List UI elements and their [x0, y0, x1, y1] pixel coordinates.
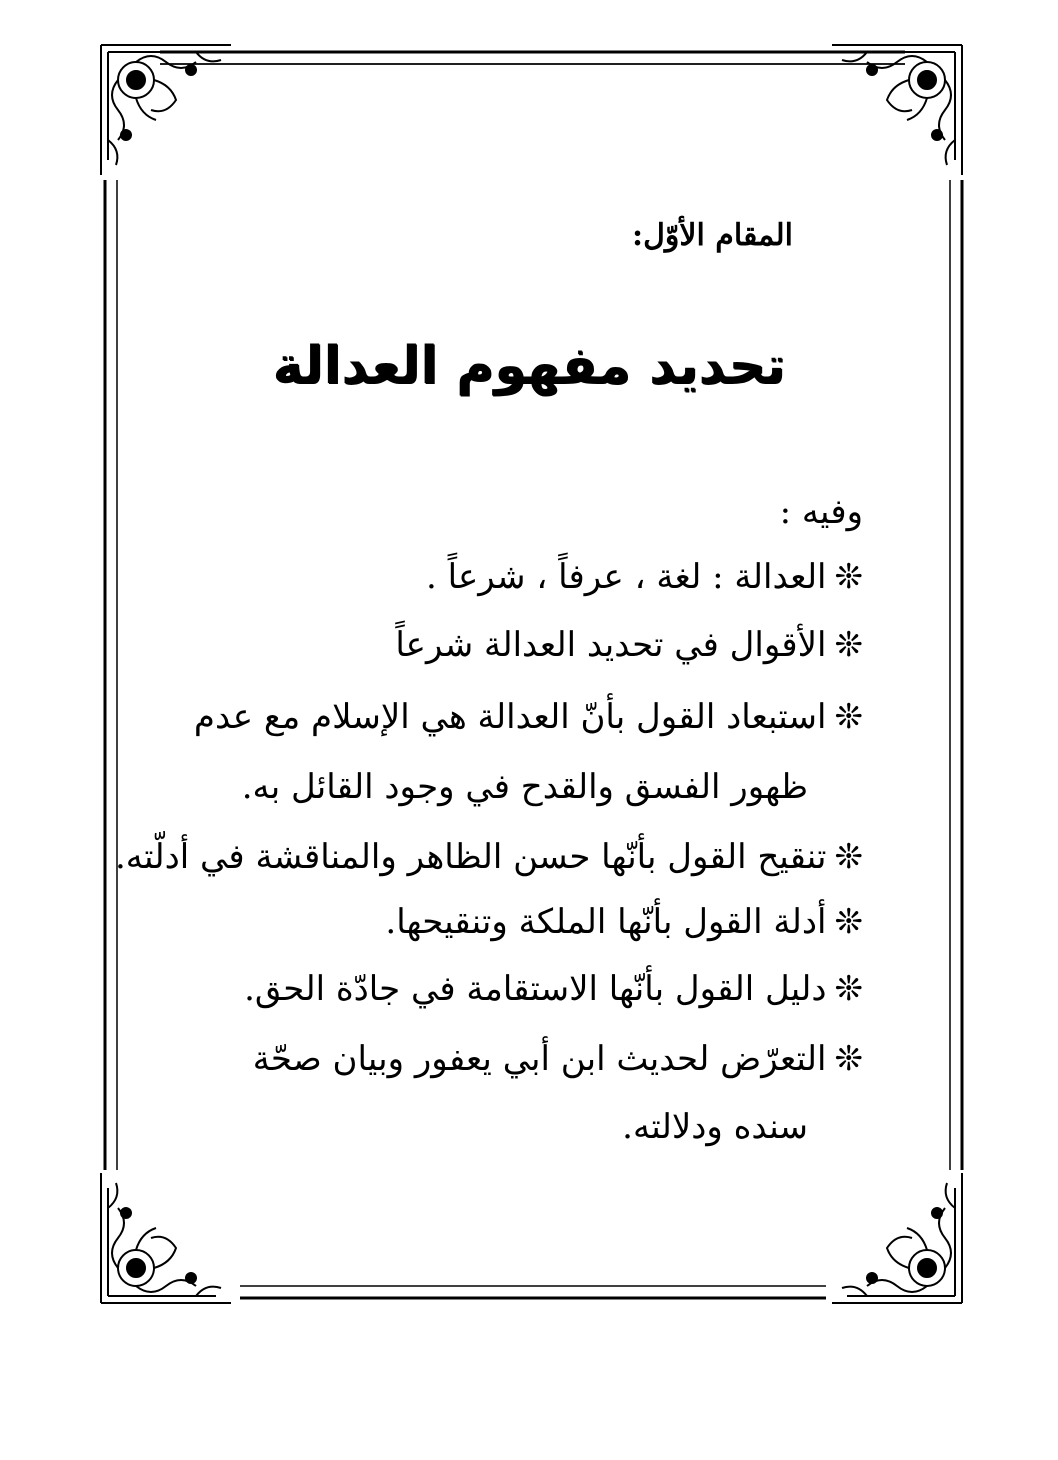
bullet-star-icon: ❊	[834, 1039, 863, 1079]
section-label: المقام الأوّل:	[632, 218, 793, 253]
list-item	[115, 837, 863, 877]
bullet-star-icon: ❊	[834, 902, 863, 942]
corner-ornament-bottom-left	[96, 1168, 236, 1308]
corner-ornament-bottom-right	[827, 1168, 967, 1308]
bullet-star-icon: ❊	[834, 969, 863, 1009]
bullet-star-icon: ❊	[834, 837, 863, 877]
list-item-text: الأقوال في تحديد العدالة شرعاً	[395, 625, 827, 665]
list-item-text: أدلة القول بأنّها الملكة وتنقيحها.	[385, 902, 827, 942]
list-item-continuation: ظهور الفسق والقدح في وجود القائل به.	[241, 767, 808, 807]
bullet-star-icon: ❊	[834, 557, 863, 597]
list-item-text: التعرّض لحديث ابن أبي يعفور وبيان صحّة	[252, 1039, 827, 1079]
list-item-text: العدالة : لغة ، عرفاً ، شرعاً .	[426, 557, 827, 597]
list-item	[252, 1039, 863, 1079]
bullet-star-icon: ❊	[834, 697, 863, 737]
intro-label: وفيه :	[779, 492, 863, 532]
corner-ornament-top-right	[827, 40, 967, 180]
list-item-continuation: سنده ودلالته.	[622, 1107, 808, 1147]
list-item-text: دليل القول بأنّها الاستقامة في جادّة الحق.	[244, 969, 827, 1009]
list-item	[244, 969, 863, 1009]
list-item-text: استبعاد القول بأنّ العدالة هي الإسلام مع عدم	[193, 697, 827, 737]
list-item-text: تنقيح القول بأنّها حسن الظاهر والمناقشة في أدلّته.	[115, 837, 827, 877]
list-item	[426, 557, 863, 597]
list-item	[385, 902, 863, 942]
corner-ornament-top-left	[96, 40, 236, 180]
list-item	[395, 625, 863, 665]
list-item	[193, 697, 863, 737]
bullet-star-icon: ❊	[834, 625, 863, 665]
page-title: تحديد مفهوم العدالة	[272, 336, 786, 396]
